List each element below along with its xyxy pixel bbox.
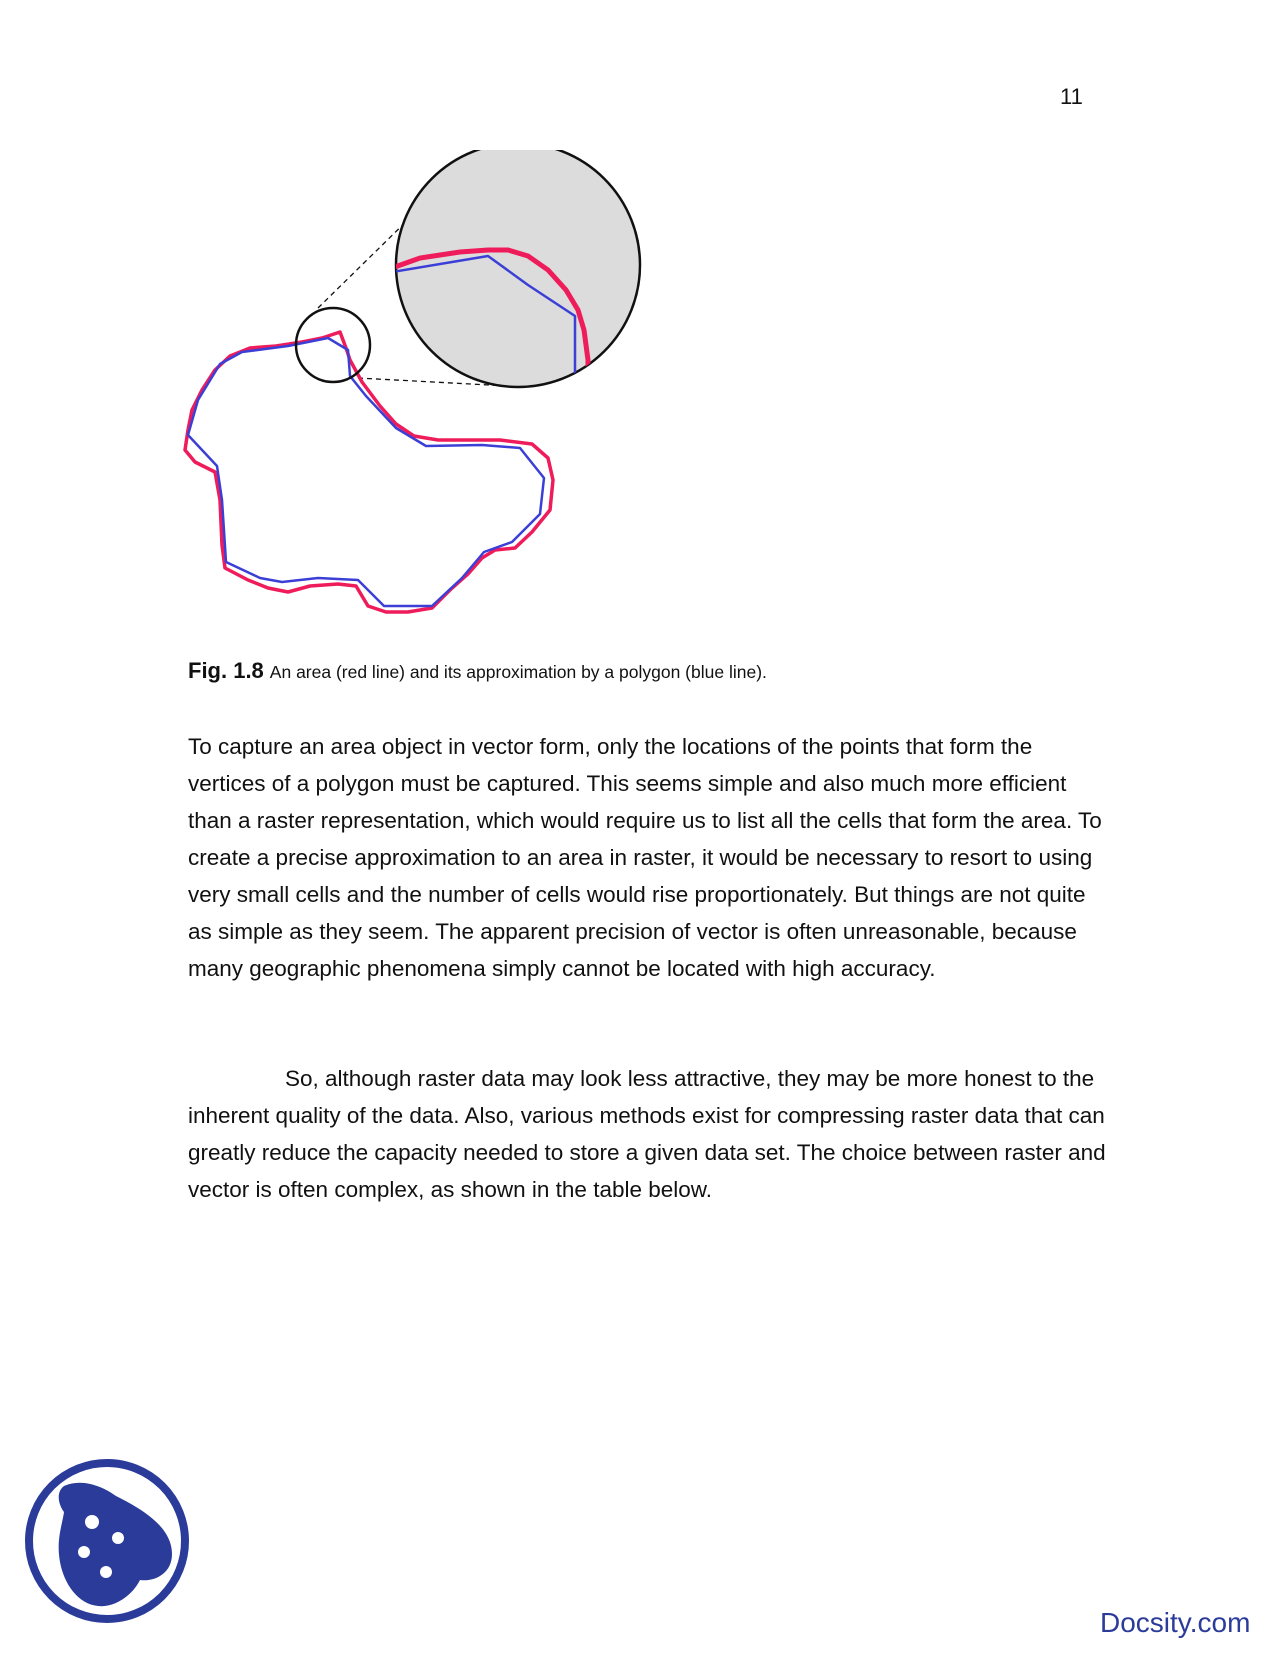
body-paragraph-2-text: So, although raster data may look less attractive, they may be more honest to the inherent quality of the data. Also, various methods exist for compressing raster data that can greatly reduce the capacity needed to store a given data set. The choice between raster and vector is often complex, as shown in the table below.: [188, 1066, 1106, 1202]
body-paragraph-1: To capture an area object in vector form, only the locations of the points that form the vertices of a polygon must be captured. This seems simple and also much more efficient than a raster representation, which would require us to list all the cells that form the area. To create a precise approximation to an area in raster, it would be necessary to resort to using very small cells and the number of cells would rise proportionately. But things are not quite as simple as they seem. The apparent precision of vector is often unreasonable, because many geographic phenomena simply cannot be located with high accuracy.: [188, 734, 1102, 981]
page-number: 11: [1060, 84, 1083, 109]
body-paragraph-2: [188, 1060, 1108, 1208]
figure-area-polygon: [170, 150, 710, 660]
figure-caption: [188, 658, 767, 684]
figure-caption-text: An area (red line) and its approximation by a polygon (blue line).: [269, 662, 767, 682]
magnifier-large-circle: [396, 150, 640, 387]
docsity-logo-icon: [22, 1456, 192, 1626]
magnifier-small-circle: [296, 308, 370, 382]
docsity-link[interactable]: Docsity.com: [1100, 1607, 1251, 1638]
figure-label: Fig. 1.8: [188, 658, 264, 683]
